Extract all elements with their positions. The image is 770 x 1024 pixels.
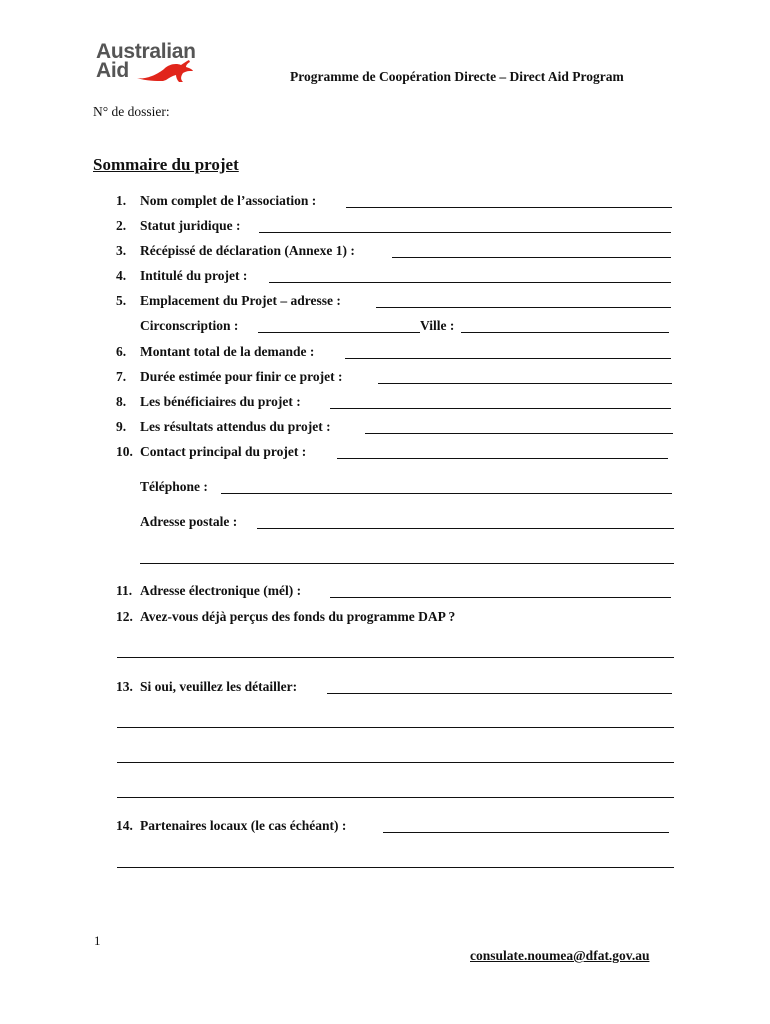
- answer-line[interactable]: [117, 762, 674, 763]
- item-label: Les bénéficiaires du projet :: [140, 394, 301, 409]
- answer-line[interactable]: [117, 867, 674, 868]
- answer-line[interactable]: [365, 433, 673, 434]
- item-number: 14.: [116, 818, 133, 833]
- item-label-city: Ville :: [420, 318, 455, 333]
- item-number: 2.: [116, 218, 127, 233]
- form-item: [0, 268, 770, 286]
- kangaroo-icon: [136, 58, 196, 84]
- item-number: 13.: [116, 679, 133, 694]
- answer-line-postal-2[interactable]: [140, 563, 674, 564]
- page-number: 1: [94, 933, 101, 948]
- answer-line[interactable]: [376, 307, 671, 308]
- item-number: 7.: [116, 369, 127, 384]
- item-label: Les résultats attendus du projet :: [140, 419, 331, 434]
- item-label: Statut juridique :: [140, 218, 241, 233]
- item-label: Partenaires locaux (le cas échéant) :: [140, 818, 347, 833]
- form-item: [0, 609, 770, 627]
- item-number: 8.: [116, 394, 127, 409]
- answer-line[interactable]: [117, 657, 674, 658]
- item-label: Intitulé du projet :: [140, 268, 248, 283]
- form-item: [0, 514, 770, 532]
- answer-line-phone[interactable]: [221, 493, 672, 494]
- form-item: [0, 344, 770, 362]
- form-item: [0, 318, 770, 336]
- form-item: [0, 818, 770, 836]
- answer-line[interactable]: [383, 832, 669, 833]
- form-item: [0, 394, 770, 412]
- answer-line[interactable]: [346, 207, 672, 208]
- item-number: 5.: [116, 293, 127, 308]
- item-label: Contact principal du projet :: [140, 444, 307, 459]
- item-label: Circonscription :: [140, 318, 239, 333]
- dossier-number-label: N° de dossier:: [93, 104, 170, 119]
- answer-line[interactable]: [117, 797, 674, 798]
- form-item: [0, 419, 770, 437]
- item-number: 12.: [116, 609, 133, 624]
- section-title: Sommaire du projet: [93, 155, 239, 174]
- form-item: [0, 679, 770, 697]
- item-number: 4.: [116, 268, 127, 283]
- item-label: Adresse électronique (mél) :: [140, 583, 302, 598]
- item-number: 3.: [116, 243, 127, 258]
- item-label: Emplacement du Projet – adresse :: [140, 293, 341, 308]
- answer-line[interactable]: [330, 408, 671, 409]
- form-item: [0, 293, 770, 311]
- australian-aid-logo: [96, 42, 206, 84]
- answer-line[interactable]: [117, 727, 674, 728]
- item-label: Nom complet de l’association :: [140, 193, 317, 208]
- form-item: [0, 369, 770, 387]
- answer-line[interactable]: [327, 693, 672, 694]
- form-item: [0, 243, 770, 261]
- item-label: Téléphone :: [140, 479, 208, 494]
- item-number: 11.: [116, 583, 133, 598]
- answer-line-postal[interactable]: [257, 528, 674, 529]
- answer-line-circonscription[interactable]: [258, 332, 420, 333]
- answer-line-email[interactable]: [330, 597, 671, 598]
- answer-line[interactable]: [269, 282, 671, 283]
- item-number: 10.: [116, 444, 133, 459]
- form-item: [0, 193, 770, 211]
- answer-line[interactable]: [337, 458, 668, 459]
- item-label: Durée estimée pour finir ce projet :: [140, 369, 343, 384]
- item-label: Montant total de la demande :: [140, 344, 315, 359]
- logo-text-line2: Aid: [96, 59, 129, 82]
- answer-line[interactable]: [345, 358, 671, 359]
- program-title: Programme de Coopération Directe – Direct Aid Program: [290, 69, 624, 84]
- answer-line[interactable]: [392, 257, 671, 258]
- form-item: [0, 218, 770, 236]
- footer-email-link[interactable]: consulate.noumea@dfat.gov.au: [470, 948, 650, 963]
- item-label: Adresse postale :: [140, 514, 238, 529]
- item-number: 1.: [116, 193, 127, 208]
- item-label: Si oui, veuillez les détailler:: [140, 679, 298, 694]
- logo-text-line1: Australian: [96, 40, 196, 63]
- item-label: Avez-vous déjà perçus des fonds du programme DAP ?: [140, 609, 456, 624]
- item-label: Récépissé de déclaration (Annexe 1) :: [140, 243, 355, 258]
- item-number: 9.: [116, 419, 127, 434]
- answer-line-city[interactable]: [461, 332, 669, 333]
- answer-line[interactable]: [378, 383, 672, 384]
- item-number: 6.: [116, 344, 127, 359]
- answer-line[interactable]: [259, 232, 671, 233]
- form-item: [0, 583, 770, 601]
- form-item: [0, 479, 770, 497]
- form-item: [0, 444, 770, 462]
